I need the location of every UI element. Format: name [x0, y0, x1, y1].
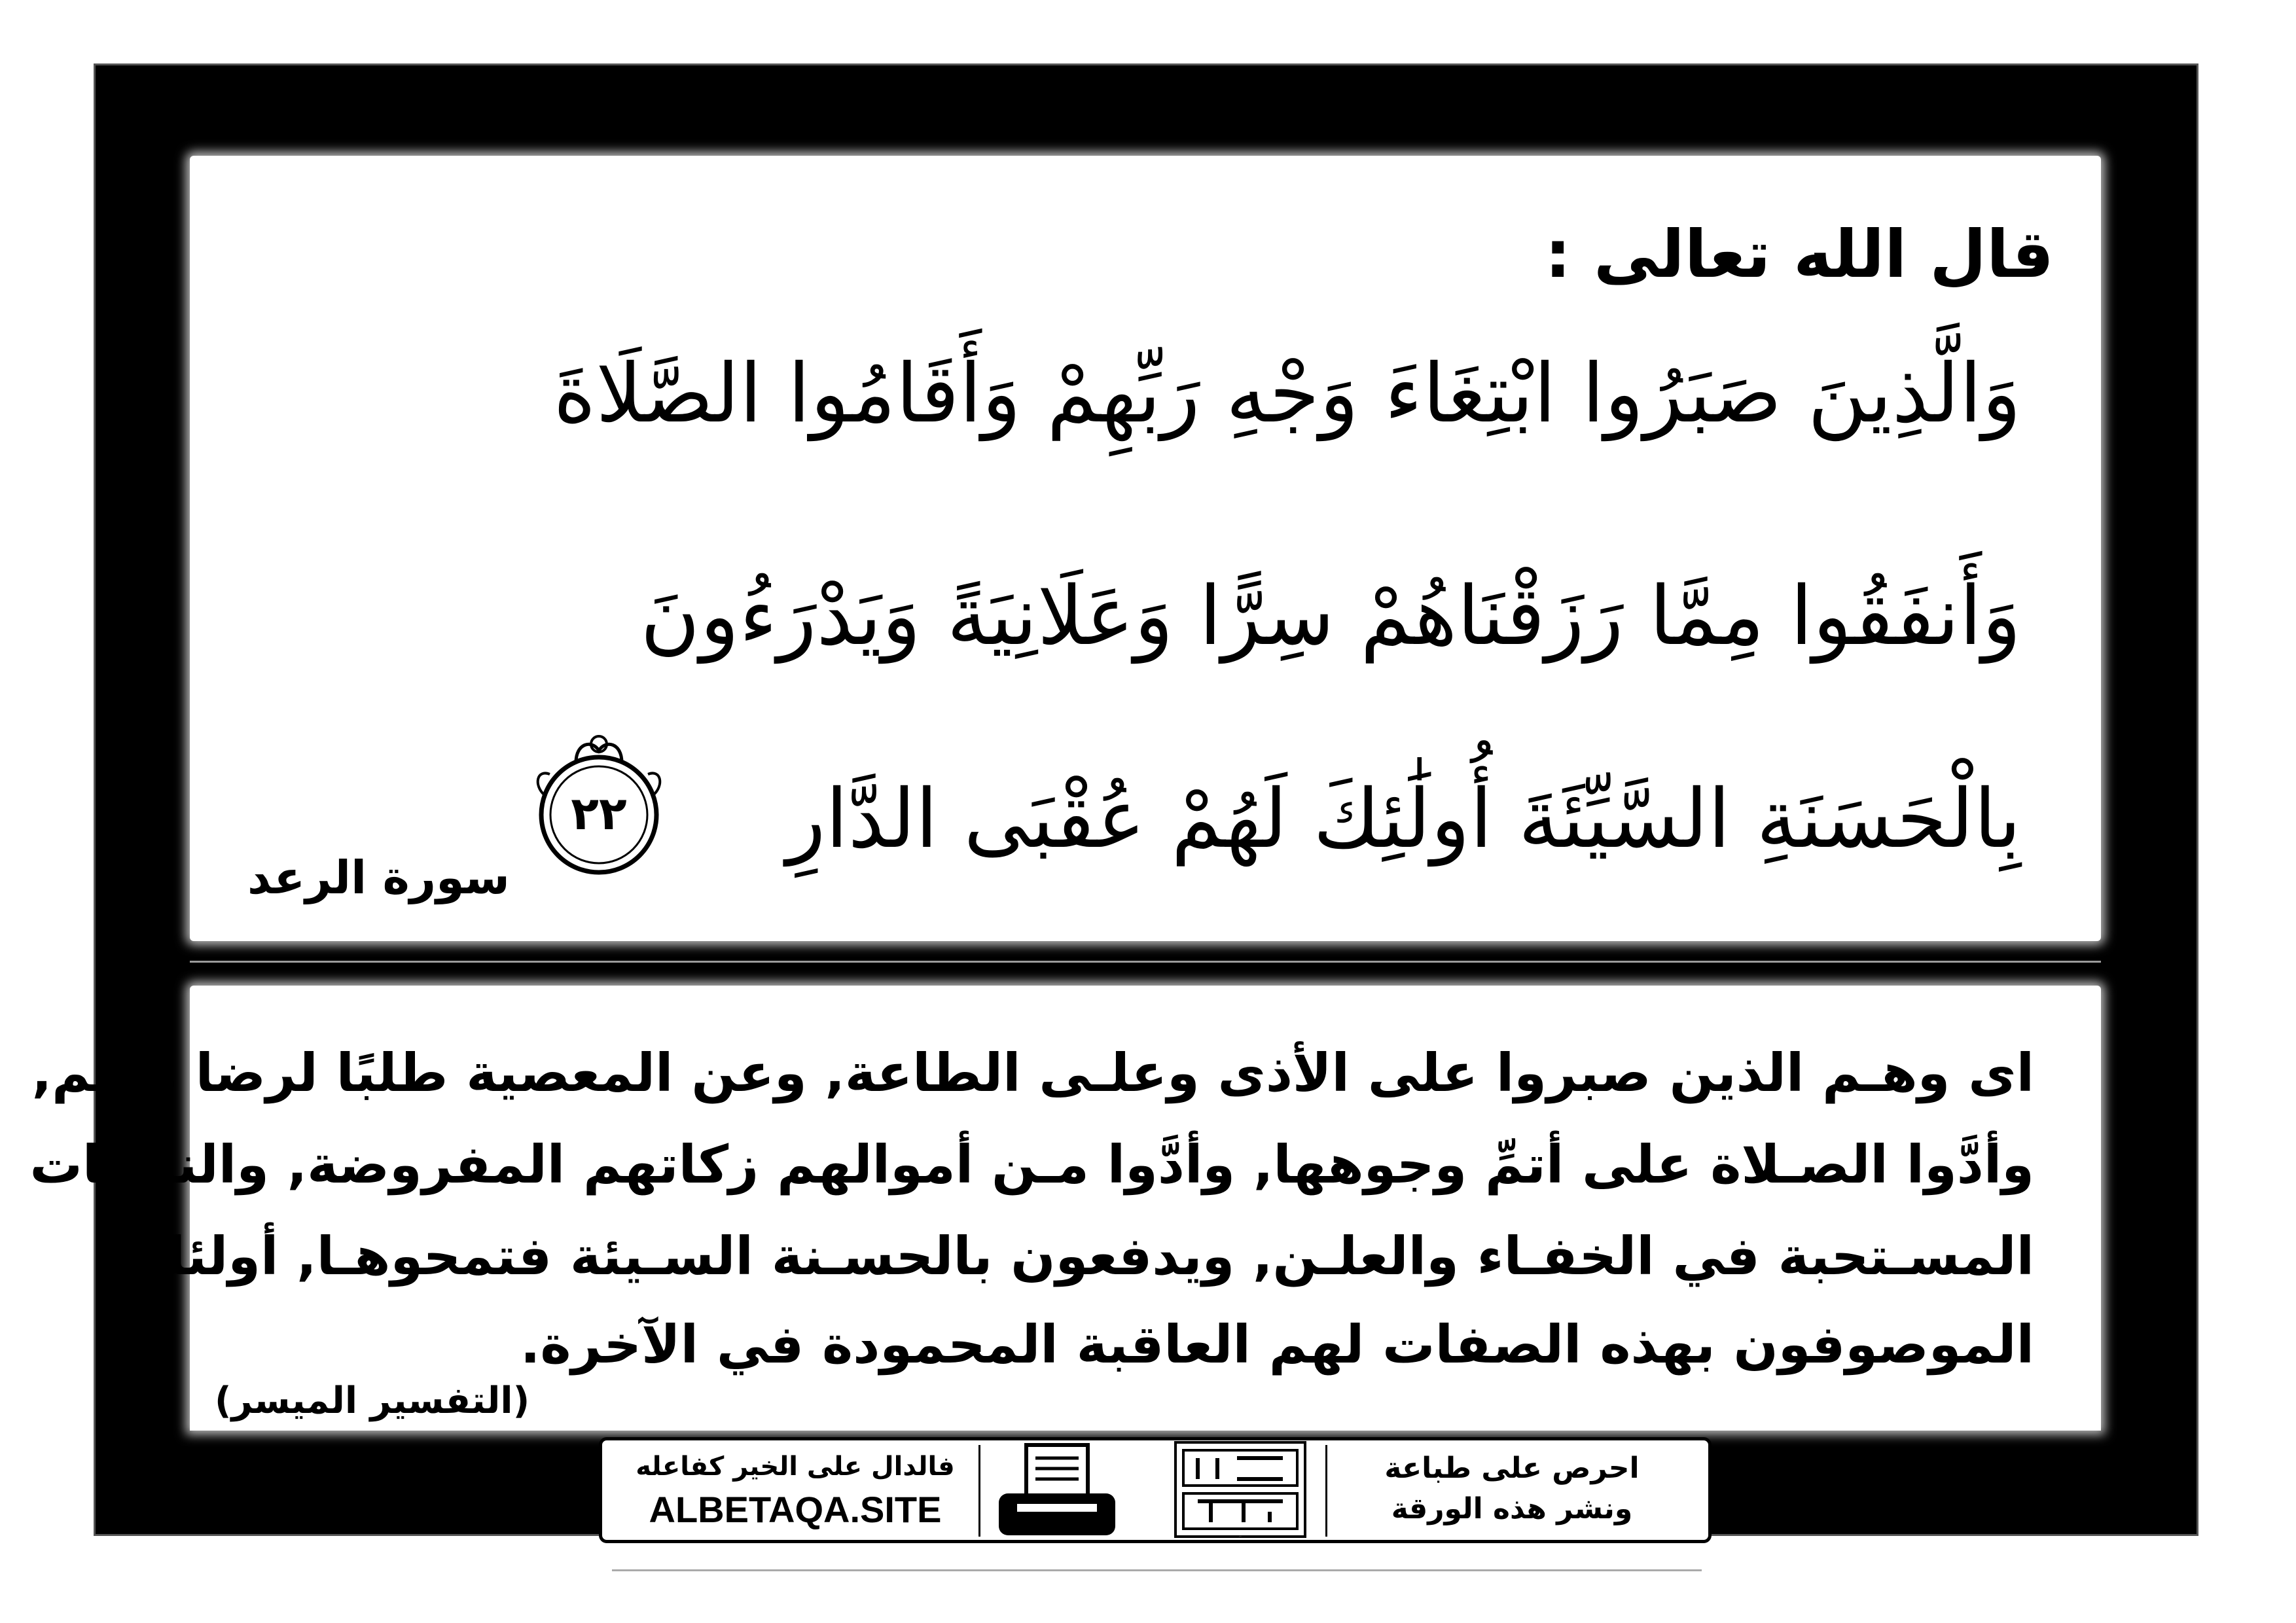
footer-urge-line-1: احرص على طباعة: [1384, 1452, 1640, 1485]
heading-title: قال الله تعالى :: [1545, 216, 2054, 293]
surah-name: سورة الرعد: [247, 851, 510, 904]
tafsir-line-3: المسـتحبة في الخفـاء والعلـن, ويدفعون بالحسـنة السـيئة فتمحوهـا, أولئك: [138, 1226, 2034, 1287]
ayah-ornament-icon: [530, 730, 668, 880]
printer-icon: [995, 1441, 1119, 1539]
tafsir-line-1: اى وهـم الذين صبروا على الأذى وعلـى الطاعة, وعن المعصية طلبًا لرضا ربهم,: [31, 1043, 2034, 1103]
verse-line-1: وَالَّذِينَ صَبَرُوا ابْتِغَاءَ وَجْهِ رَبِّهِمْ وَأَقَامُوا الصَّلَاةَ: [553, 347, 2021, 441]
footer-bottom-rule: [612, 1569, 1702, 1571]
ayah-number-marker: [530, 730, 668, 880]
footer-site-link[interactable]: ALBETAQA.SITE: [649, 1489, 942, 1530]
footer-divider-right: [1325, 1445, 1327, 1537]
logo-emblem: [1172, 1438, 1309, 1541]
verse-line-3: بِالْحَسَنَةِ السَّيِّئَةَ أُولَٰئِكَ لَهُمْ عُقْبَى الدَّارِ: [786, 772, 2021, 866]
tafsir-source: (التفسير الميسر): [215, 1380, 530, 1422]
tafsir-line-4: الموصوفون بهذه الصفات لهم العاقبة المحمودة في الآخرة.: [520, 1314, 2034, 1375]
ayah-number: ٢٢: [571, 787, 627, 840]
tafsir-line-2: وأدَّوا الصـلاة على أتمِّ وجوهها, وأدَّوا مـن أموالهم زكاتهم المفروضة, والنفقات: [29, 1134, 2034, 1195]
panel-separator-line: [190, 961, 2101, 963]
footer-divider-left: [978, 1445, 980, 1537]
footer-urge-line-2: ونشر هذه الورقة: [1391, 1492, 1633, 1525]
verse-line-2: وَأَنفَقُوا مِمَّا رَزَقْنَاهُمْ سِرًّا وَعَلَانِيَةً وَيَدْرَءُونَ: [640, 569, 2021, 664]
footer-quote: فالدال على الخير كفاعله: [636, 1452, 955, 1482]
